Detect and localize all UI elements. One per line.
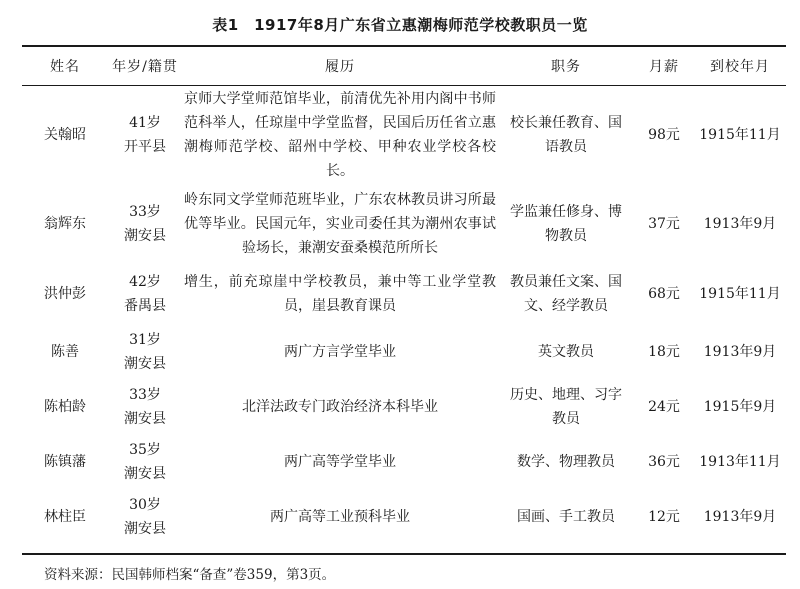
staff-table	[22, 47, 786, 545]
cell-age-origin	[108, 263, 182, 325]
header-salary: 月薪	[649, 59, 679, 75]
cell-origin: 开平县	[124, 139, 166, 155]
cell-origin: 潮安县	[124, 228, 166, 244]
cell-position: 历史、地理、习字教员	[510, 387, 622, 427]
cell-resume: 岭东同文学堂师范班毕业，广东农林教员讲习所最优等毕业。民国元年，实业司委任其为潮州农事试验场长，兼潮安蚕桑模范所所长	[184, 192, 496, 256]
cell-age-origin	[108, 489, 182, 545]
cell-age-origin	[108, 379, 182, 435]
table-row	[22, 325, 786, 379]
cell-origin: 潮安县	[124, 356, 166, 372]
cell-position: 数学、物理教员	[517, 454, 615, 470]
cell-arrival-date: 1915年11月	[699, 127, 781, 143]
cell-age-origin	[108, 435, 182, 489]
cell-arrival-date: 1913年9月	[703, 509, 777, 525]
cell-position: 英文教员	[538, 344, 594, 360]
cell-salary: 18元	[648, 344, 680, 360]
cell-age: 33岁	[129, 204, 161, 220]
table-row	[22, 435, 786, 489]
cell-resume: 增生，前充琼崖中学校教员，兼中等工业学堂教员，崖县教育课员	[184, 274, 496, 314]
cell-position: 教员兼任文案、国文、经学教员	[510, 274, 622, 314]
cell-age: 35岁	[129, 442, 161, 458]
cell-age: 41岁	[129, 115, 161, 131]
cell-name: 陈柏龄	[44, 399, 86, 415]
cell-name: 陈镇藩	[44, 454, 86, 470]
cell-age-origin	[108, 325, 182, 379]
cell-resume: 北洋法政专门政治经济本科毕业	[242, 399, 438, 415]
cell-resume: 两广高等学堂毕业	[284, 454, 396, 470]
cell-age: 42岁	[129, 274, 161, 290]
cell-name: 林柱臣	[44, 509, 86, 525]
header-name: 姓名	[50, 59, 80, 75]
cell-age-origin	[108, 185, 182, 263]
table-row	[22, 379, 786, 435]
cell-resume: 两广方言学堂毕业	[284, 344, 396, 360]
cell-arrival-date: 1915年11月	[699, 286, 781, 302]
header-resume: 履历	[325, 59, 355, 75]
cell-arrival-date: 1913年11月	[699, 454, 781, 470]
cell-arrival-date: 1915年9月	[703, 399, 777, 415]
cell-name: 关翰昭	[44, 127, 86, 143]
cell-name: 陈善	[51, 344, 79, 360]
cell-salary: 12元	[648, 509, 680, 525]
table-title: 表1 1917年8月广东省立惠潮梅师范学校教职员一览	[212, 16, 588, 34]
cell-origin: 潮安县	[124, 521, 166, 537]
cell-resume: 京师大学堂师范馆毕业，前清优先补用内阁中书师范科举人，任琼崖中学堂监督，民国后历任省立惠潮梅师范学校、韶州中学校、甲种农业学校各校长。	[184, 91, 496, 179]
cell-position: 学监兼任修身、博物教员	[510, 204, 622, 244]
cell-age-origin	[108, 85, 182, 185]
cell-salary: 36元	[648, 454, 680, 470]
cell-resume: 两广高等工业预科毕业	[270, 509, 410, 525]
cell-age: 31岁	[129, 332, 161, 348]
cell-position: 国画、手工教员	[517, 509, 615, 525]
cell-origin: 潮安县	[124, 466, 166, 482]
cell-salary: 24元	[648, 399, 680, 415]
header-arrival-date: 到校年月	[710, 59, 770, 75]
table-row	[22, 263, 786, 325]
header-row	[22, 47, 786, 85]
cell-arrival-date: 1913年9月	[703, 216, 777, 232]
cell-origin: 潮安县	[124, 411, 166, 427]
cell-salary: 37元	[648, 216, 680, 232]
table-row	[22, 185, 786, 263]
header-age-origin: 年岁/籍贯	[112, 59, 178, 75]
cell-salary: 98元	[648, 127, 680, 143]
cell-name: 洪仲彭	[44, 286, 86, 302]
bottom-rule	[22, 553, 786, 555]
cell-arrival-date: 1913年9月	[703, 344, 777, 360]
cell-origin: 番禺县	[124, 298, 166, 314]
table-row	[22, 85, 786, 185]
header-position: 职务	[551, 59, 581, 75]
source-note: 资料来源：民国韩师档案“备查”卷359，第3页。	[44, 567, 336, 583]
cell-name: 翁辉东	[44, 216, 86, 232]
cell-age: 33岁	[129, 387, 161, 403]
table-row	[22, 489, 786, 545]
cell-salary: 68元	[648, 286, 680, 302]
cell-age: 30岁	[129, 497, 161, 513]
cell-position: 校长兼任教育、国语教员	[510, 115, 622, 155]
